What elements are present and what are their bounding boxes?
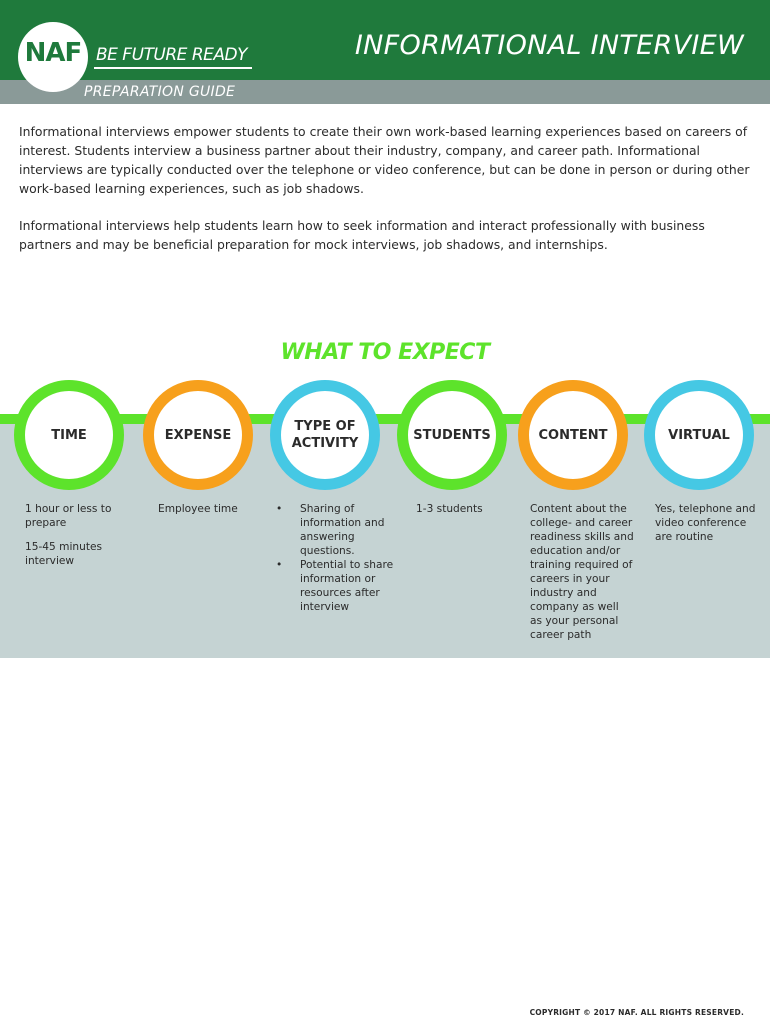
time-line-1: 1 hour or less to prepare: [25, 503, 112, 529]
page-subtitle: PREPARATION GUIDE: [84, 84, 236, 100]
expense-line-1: Employee time: [158, 503, 238, 515]
expense-heading: EXPENSE: [164, 427, 232, 443]
expense-details: [158, 502, 258, 516]
tagline-underline: [94, 67, 252, 69]
intro-paragraph-1: Informational interviews empower students to create their own work-based learning experiences based on careers of interest. Students interview a business partner about their industry, company, and career path. Informational interviews are typically conducted over the telephone or video conference, but can be done in person or during other work-based learning experiences, such as job shadows.: [19, 124, 750, 196]
activity-bullet-list: [276, 502, 396, 614]
virtual-circle: [644, 380, 754, 490]
page-title: INFORMATIONAL INTERVIEW: [354, 30, 744, 61]
time-details: [25, 502, 125, 568]
activity-heading: TYPE OF ACTIVITY: [291, 419, 359, 451]
time-line-2: 15-45 minutes interview: [25, 541, 103, 567]
content-details: [530, 502, 634, 642]
naf-logo: NAF: [24, 38, 82, 68]
students-heading: STUDENTS: [413, 427, 491, 443]
time-heading: TIME: [51, 427, 87, 443]
intro-paragraph-2: Informational interviews help students learn how to seek information and interact professionally with business partners and may be beneficial preparation for mock interviews, job shadows, and internships.: [19, 218, 705, 252]
activity-bullet-1: • Sharing of information and answering questions.: [276, 502, 396, 558]
virtual-line-1: Yes, telephone and video conference are routine: [655, 503, 756, 543]
activity-bullet-2: • Potential to share information or resources after interview: [276, 558, 396, 614]
students-details: [416, 502, 516, 516]
intro-section: [19, 122, 751, 254]
tagline: BE FUTURE READY: [96, 45, 247, 65]
copyright-notice: COPYRIGHT © 2017 NAF. ALL RIGHTS RESERVED.: [529, 1008, 744, 1017]
expense-circle: [143, 380, 253, 490]
section-title: WHAT TO EXPECT: [280, 340, 490, 365]
content-heading: CONTENT: [538, 427, 608, 443]
content-line-1: Content about the college- and career readiness skills and education and/or training required of careers in your industry and company as well as your personal career path: [530, 503, 634, 641]
activity-circle: [270, 380, 380, 490]
students-circle: [397, 380, 507, 490]
virtual-heading: VIRTUAL: [668, 427, 730, 443]
activity-details: [276, 502, 396, 614]
students-line-1: 1-3 students: [416, 503, 483, 515]
time-circle: [14, 380, 124, 490]
content-circle: [518, 380, 628, 490]
virtual-details: [655, 502, 761, 544]
